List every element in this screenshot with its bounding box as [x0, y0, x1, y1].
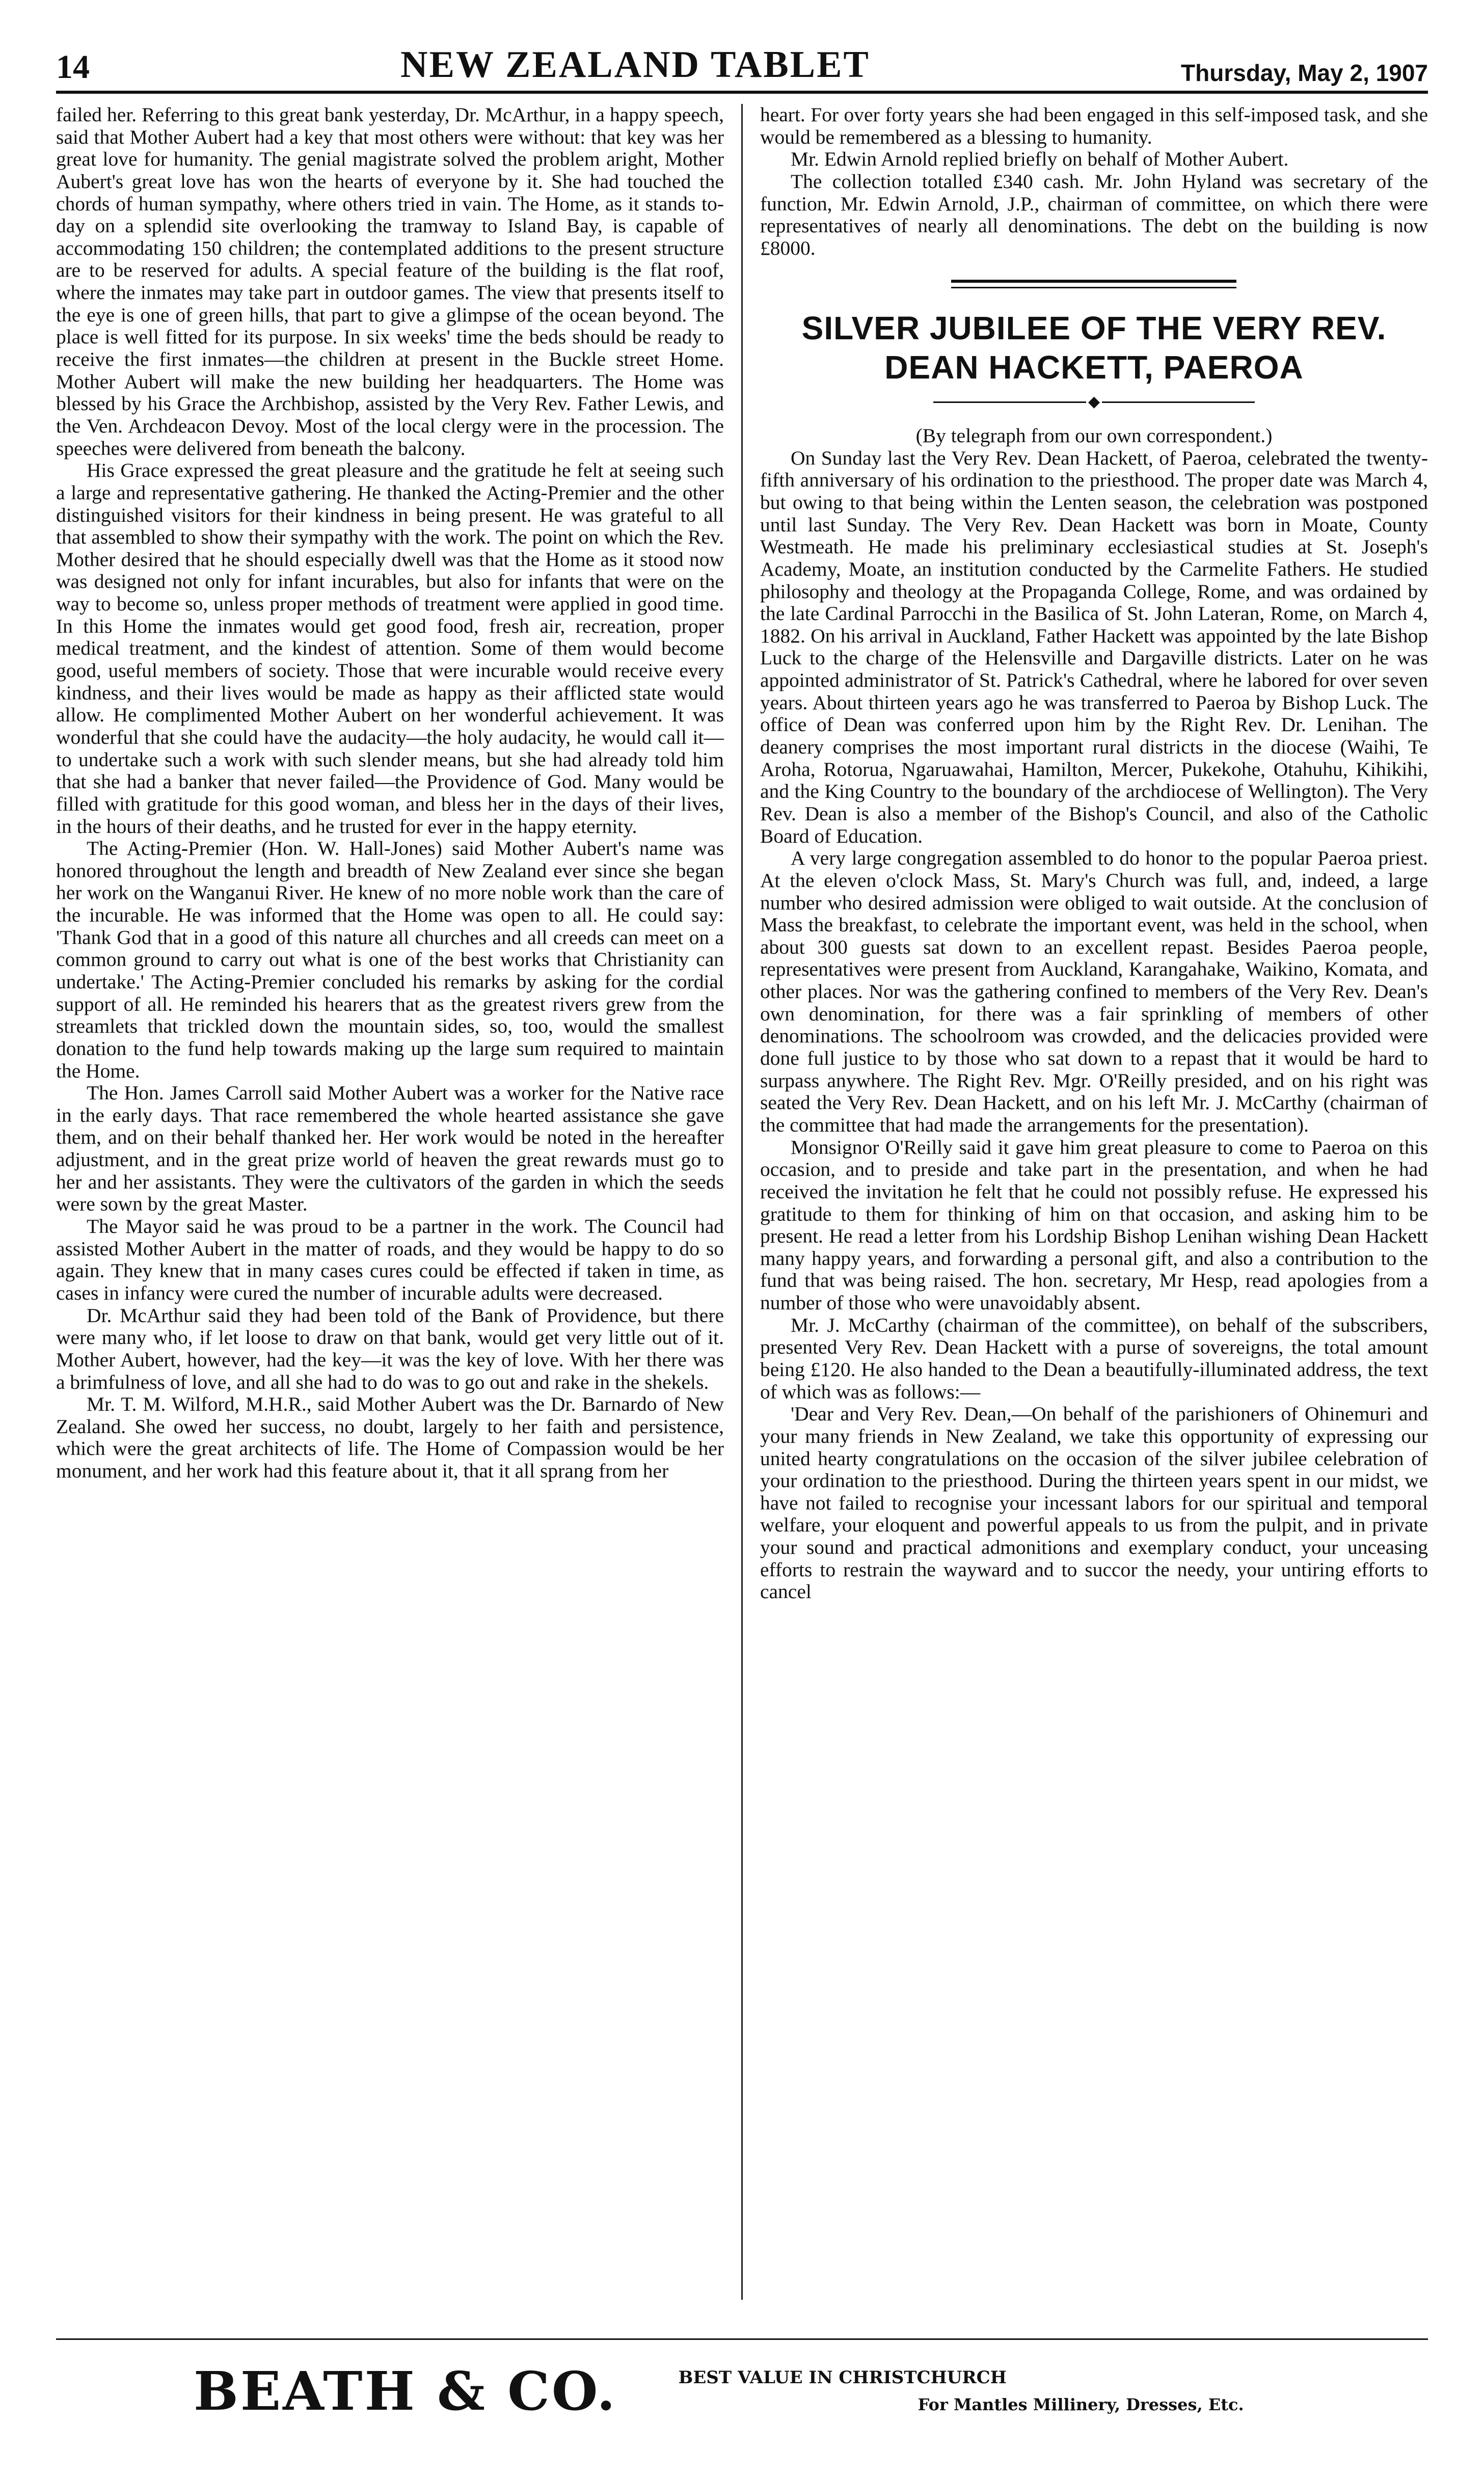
paragraph: heart. For over forty years she had been engaged in this self-imposed task, and she would be remembered as a blessing to humanity.	[760, 104, 1428, 148]
paragraph: A very large congregation assembled to do honor to the popular Paeroa priest. At the eleven o'clock Mass, St. Mary's Church was full, and, indeed, a large number who desired admission were obliged to wait outside. At the conclusion of Mass the breakfast, to celebrate the important event, was held in the school, when about 300 guests sat down to an excellent repast. Besides Paeroa people, representatives were present from Auckland, Karangahake, Waikino, Komata, and other places. Nor was the gathering confined to members of the Very Rev. Dean's own denomination, for there was a fair sprinkling of members of other denominations. The schoolroom was crowded, and the delicacies provided were done full justice to by those who sat down to a repast that it would be hard to surpass anywhere. The Right Rev. Mgr. O'Reilly presided, and on his right was seated the Very Rev. Dean Hackett, and on his left Mr. J. McCarthy (chairman of the committee that had made the arrangements for the presentation).	[760, 847, 1428, 1136]
paragraph: Dr. McArthur said they had been told of the Bank of Providence, but there were many who, if let loose to draw on that bank, would get very little out of it. Mother Aubert, however, had the key—it was the key of love. With her there was a brimfulness of love, and all she had to do was to go out and rake in the shekels.	[56, 1304, 724, 1393]
byline: (By telegraph from our own correspondent.)	[915, 424, 1273, 447]
paragraph: failed her. Referring to this great bank yesterday, Dr. McArthur, in a happy speech, said that Mother Aubert had a key that most others were without: that key was her great love for humanity. The genial magistrate solved the problem aright, Mother Aubert's great love has won the hearts of everyone by it. She had touched the chords of human sympathy, where others tried in vain. The Home, as it stands to-day on a splendid site overlooking the tramway to Island Bay, is capable of accommodating 150 children; the contemplated additions to the present structure are to be reserved for adults. A special feature of the building is the flat roof, where the inmates may take part in outdoor games. The view that presents itself to the eye is one of green hills, that part to give a glimpse of the ocean beyond. The place is well fitted for its purpose. In six weeks' time the beds should be ready to receive the first inmates—the children at present in the Buckle street Home. Mother Aubert will make the new building her headquarters. The Home was blessed by his Grace the Archbishop, assisted by the Very Rev. Father Lewis, and the Ven. Archdeacon Devoy. Most of the local clergy were in the procession. The speeches were delivered from beneath the balcony.	[56, 104, 724, 460]
footer-advertisement	[56, 2338, 1428, 2442]
newspaper-title: NEW ZEALAND TABLET	[400, 44, 870, 86]
article-columns	[56, 104, 1428, 2300]
ad-tagline: BEST VALUE IN CHRISTCHURCH	[678, 2367, 1007, 2388]
paragraph: Monsignor O'Reilly said it gave him great pleasure to come to Paeroa on this occasion, and to preside and take part in the presentation, and when he had received the invitation he felt that he could not possibly refuse. He expressed his gratitude to them for thinking of him on that occasion, and asking him to be present. He read a letter from his Lordship Bishop Lenihan wishing Dean Hackett many happy years, and forwarding a personal gift, and also a contribution to the fund that was being raised. The hon. secretary, Mr Hesp, read apologies from a number of those who were unavoidably absent.	[760, 1136, 1428, 1314]
right-column	[750, 104, 1428, 2300]
page-number: 14	[56, 48, 90, 86]
paragraph: The collection totalled £340 cash. Mr. John Hyland was secretary of the function, Mr. Edwin Arnold, J.P., chairman of committee, on which there were representatives of nearly all denominations. The debt on the building is now £8000.	[760, 170, 1428, 259]
ad-products: For Mantles Millinery, Dresses, Etc.	[918, 2395, 1244, 2414]
paragraph: The Hon. James Carroll said Mother Aubert was a worker for the Native race in the early days. That race remembered the whole hearted assistance she gave them, and on their behalf thanked her. Her work would be noted in the hereafter adjustment, and in the great prize world of heaven the great rewards must go to her and her assistants. They were the cultivators of the garden in which the seeds were sown by the great Master.	[56, 1082, 724, 1216]
left-column	[56, 104, 734, 2300]
paragraph: The Acting-Premier (Hon. W. Hall-Jones) said Mother Aubert's name was honored throughout the length and breadth of New Zealand ever since she began her work on the Wanganui River. He knew of no more noble work than the care of the incurable. He was informed that the Home was open to all. He could say: 'Thank God that in a good of this nature all churches and all creeds can meet on a common ground to carry out what is one of the best works that Christianity can undertake.' The Acting-Premier concluded his remarks by asking for the cordial support of all. He reminded his hearers that as the greatest rivers grew from the streamlets that trickled down the mountain sides, so, too, would the smallest donation to the fund help towards making up the large sum required to maintain the Home.	[56, 837, 724, 1082]
paragraph: Mr. Edwin Arnold replied briefly on behalf of Mother Aubert.	[790, 148, 1289, 171]
headline-ornament	[760, 394, 1428, 410]
masthead	[56, 36, 1428, 94]
ad-brand-name: BEATH & CO.	[194, 2359, 617, 2422]
ad-text	[679, 2367, 1244, 2414]
paragraph: His Grace expressed the great pleasure and the gratitude he felt at seeing such a large and representative gathering. He thanked the Acting-Premier and the other distinguished visitors for their kindness in being present. He was grateful to all that assembled to show their sympathy with the work. The point on which the Rev. Mother desired that he should especially dwell was that the Home as it stood now was designed not only for infant incurables, but also for infants that were on the way to become so, unless proper methods of treatment were applied in good time. In this Home the inmates would get good food, fresh air, recreation, proper medical treatment, and the kindest of attention. Some of them would become good, useful members of society. Those that were incurable would receive every kindness, and their lives would be made as happy as their afflicted state would allow. He complimented Mother Aubert on her wonderful achievement. It was wonderful that she could have the audacity—the holy audacity, he would call it—to undertake such a work with such slender means, but she had already told him that she had a banker that never failed—the Providence of God. Many would be filled with gratitude for this good woman, and bless her in the days of their lives, in the hours of their deaths, and he trusted for ever in the happy eternity.	[56, 459, 724, 838]
headline-line: SILVER JUBILEE OF THE VERY REV.	[801, 310, 1387, 347]
column-divider	[741, 104, 743, 2300]
paragraph: The Mayor said he was proud to be a partner in the work. The Council had assisted Mother Aubert in the matter of roads, and they would be happy to do so again. They knew that in many cases cures could be effected if taken in time, as cases in infancy were cured the number of incurable adults were decreased.	[56, 1215, 724, 1304]
issue-date: Thursday, May 2, 1907	[1181, 60, 1428, 86]
diamond-icon: ◆	[1088, 393, 1100, 411]
ornament-rule	[1102, 401, 1255, 403]
headline-line: DEAN HACKETT, PAEROA	[884, 349, 1304, 386]
ornament-rule	[933, 401, 1086, 403]
paragraph: 'Dear and Very Rev. Dean,—On behalf of the parishioners of Ohinemuri and your many friends in New Zealand, we take this opportunity of expressing our united hearty congratulations on the occasion of the silver jubilee celebration of your ordination to the priesthood. During the thirteen years spent in our midst, we have not failed to recognise your incessant labors for our spiritual and temporal welfare, your eloquent and powerful appeals to us from the pulpit, and in private your sound and practical admonitions and exemplary conduct, your unceasing efforts to restrain the wayward and to succor the needy, your untiring efforts to cancel	[760, 1403, 1428, 1603]
paragraph: On Sunday last the Very Rev. Dean Hackett, of Paeroa, celebrated the twenty-fifth anniversary of his ordination to the priesthood. The proper date was March 4, but owing to that being within the Lenten season, the celebration was postponed until last Sunday. The Very Rev. Dean Hackett was born in Moate, County Westmeath. He made his preliminary ecclesiastical studies at St. Joseph's Academy, Moate, an institution conducted by the Carmelite Fathers. He studied philosophy and theology at the Propaganda College, Rome, and was ordained by the late Cardinal Parrocchi in the Basilica of St. John Lateran, Rome, on March 4, 1882. On his arrival in Auckland, Father Hackett was appointed by the late Bishop Luck to the charge of the Helensville and Dargaville districts. Later on he was appointed administrator of St. Patrick's Cathedral, where he labored for over seven years. About thirteen years ago he was transferred to Paeroa by Bishop Luck. The office of Dean was conferred upon him by the Right Rev. Dr. Lenihan. The deanery comprises the most important rural districts in the diocese (Waihi, Te Aroha, Rotorua, Ngaruawahai, Hamilton, Mercer, Pukekohe, Otahuhu, Kihikihi, and the King Country to the boundary of the archdiocese of Wellington). The Very Rev. Dean is also a member of the Bishop's Council, and also of the Catholic Board of Education.	[760, 446, 1428, 847]
article-headline	[760, 309, 1428, 387]
article-separator	[951, 280, 1236, 288]
paragraph: Mr. J. McCarthy (chairman of the committee), on behalf of the subscribers, presented Very Rev. Dean Hackett with a purse of sovereigns, the total amount being £120. He also handed to the Dean a beautifully-illuminated address, the text of which was as follows:—	[760, 1313, 1428, 1403]
paragraph: Mr. T. M. Wilford, M.H.R., said Mother Aubert was the Dr. Barnardo of New Zealand. She owed her success, no doubt, largely to her faith and persistence, which were the great architects of life. The Home of Compassion would be her monument, and her work had this feature about it, that it all sprang from her	[56, 1393, 724, 1483]
